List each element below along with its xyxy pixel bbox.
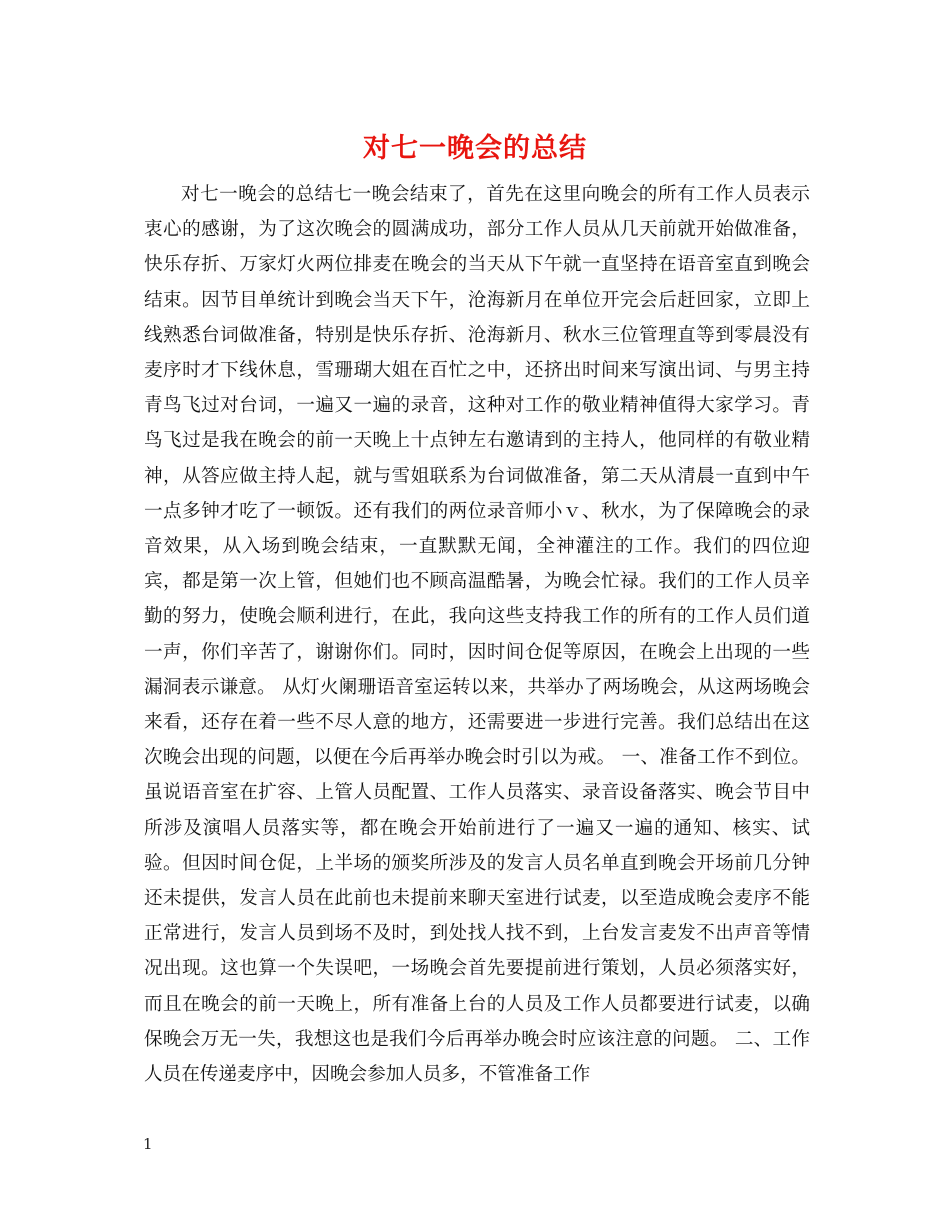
document-title: 对七一晚会的总结 bbox=[363, 133, 587, 164]
body-paragraph: 对七一晚会的总结七一晚会结束了，首先在这里向晚会的所有工作人员表示衷心的感谢，为了这次晚会的圆满成功，部分工作人员从几天前就开始做准备，快乐存折、万家灯火两位排麦在晚会的当天从下午就一直坚持在语音室直到晚会结束。因节目单统计到晚会当天下午，沧海新月在单位开完会后赶回家，立即上线熟悉台词做准备，特别是快乐存折、沧海新月、秋水三位管理直等到零晨没有麦序时才下线休息，雪珊瑚大姐在百忙之中，还挤出时间来写演出词、与男主持青鸟飞过对台词，一遍又一遍的录音，这种对工作的敬业精神值得大家学习。青鸟飞过是我在晚会的前一天晚上十点钟左右邀请到的主持人，他同样的有敬业精神，从答应做主持人起，就与雪姐联系为台词做准备，第二天从清晨一直到中午一点多钟才吃了一顿饭。还有我们的两位录音师小ｖ、秋水，为了保障晚会的录音效果，从入场到晚会结束，一直默默无闻，全神灌注的工作。我们的四位迎宾，都是第一次上管，但她们也不顾高温酷暑，为晚会忙禄。我们的工作人员辛勤的努力，使晚会顺利进行，在此，我向这些支持我工作的所有的工作人员们道一声，你们辛苦了，谢谢你们。同时，因时间仓促等原因，在晚会上出现的一些漏洞表示谦意。 从灯火阑珊语音室运转以来，共举办了两场晚会，从这两场晚会来看，还存在着一些不尽人意的地方，还需要进一步进行完善。我们总结出在这次晚会出现的问题，以便在今后再举办晚会时引以为戒。 一、准备工作不到位。虽说语音室在扩容、上管人员配置、工作人员落实、录音设备落实、晚会节目中所涉及演唱人员落实等，都在晚会开始前进行了一遍又一遍的通知、核实、试验。但因时间仓促，上半场的颁奖所涉及的发言人员名单直到晚会开场前几分钟还未提供，发言人员在此前也未提前来聊天室进行试麦，以至造成晚会麦序不能正常进行，发言人员到场不及时，到处找人找不到，上台发言麦发不出声音等情况出现。这也算一个失误吧，一场晚会首先要提前进行策划，人员必须落实好，而且在晚会的前一天晚上，所有准备上台的人员及工作人员都要进行试麦，以确保晚会万无一失，我想这也是我们今后再举办晚会时应该注意的问题。 二、工作人员在传递麦序中，因晚会参加人员多，不管准备工作 bbox=[144, 184, 810, 1086]
page-number: 1 bbox=[143, 1135, 153, 1153]
